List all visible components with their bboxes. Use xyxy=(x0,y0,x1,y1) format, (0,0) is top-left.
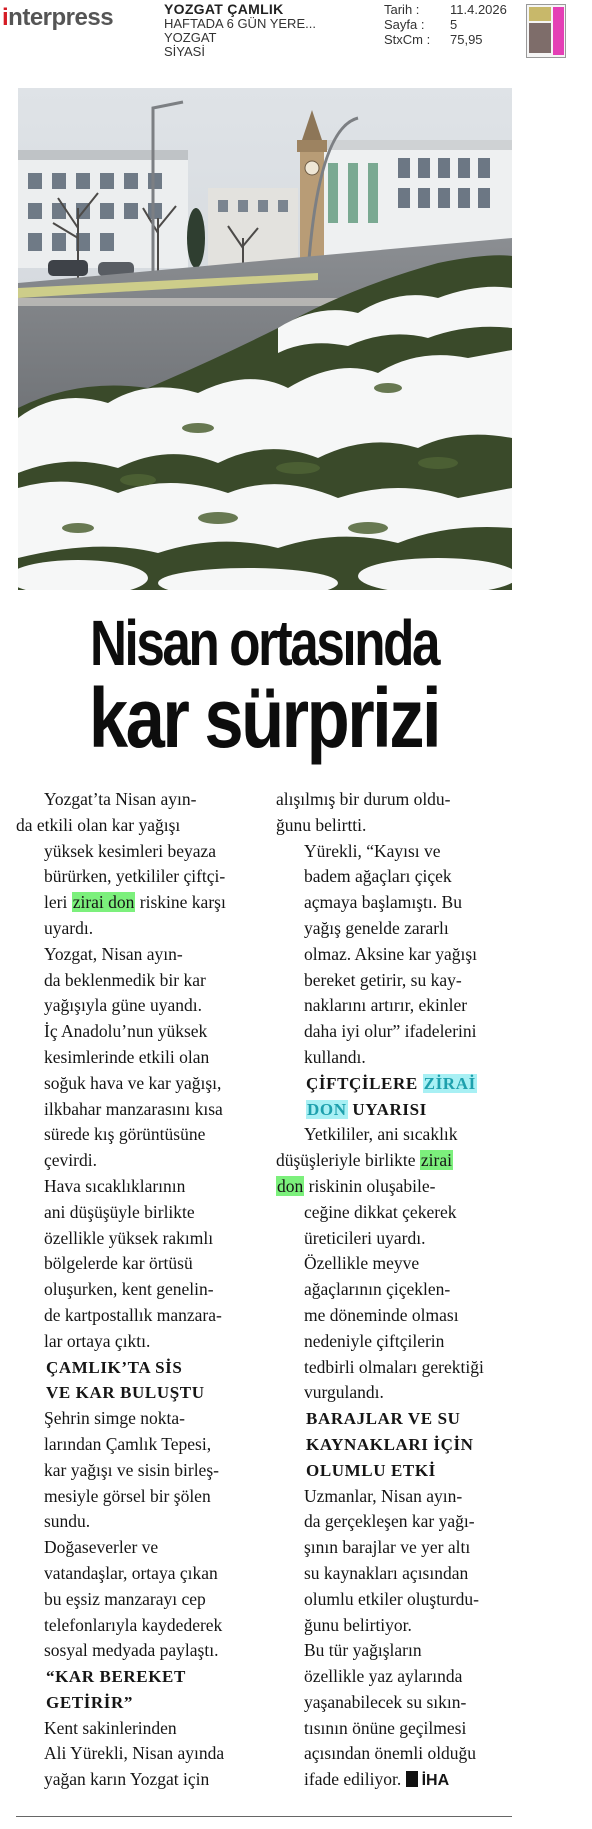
logo-text: nterpress xyxy=(8,4,114,31)
paragraph: Hava sıcaklıklarının ani düşüşüyle birlikte özellikle yüksek rakımlı bölgelerde kar örtüsü oluşurken, kent genelin- de kartpostallık manzara- lar ortaya çıktı. xyxy=(44,1175,222,1351)
subheading: ÇAMLIK’TA SİS VE KAR BULUŞTU xyxy=(46,1357,205,1403)
paragraph: Doğaseverler ve vatandaşlar, ortaya çıkan bu eşsiz manzarayı cep telefonlarıyla kaydederek sosyal medyada paylaştı. xyxy=(44,1537,223,1661)
highlighted-term: DON xyxy=(307,1099,347,1119)
square-bullet-icon xyxy=(406,1771,418,1787)
clipping-header xyxy=(0,0,592,62)
meta-stxcm: StxCm : 75,95 xyxy=(384,32,483,47)
publication-info xyxy=(164,2,316,59)
publication-frequency: HAFTADA 6 GÜN YERE... xyxy=(164,16,316,31)
highlighted-term: ZİRAİ xyxy=(423,1073,476,1093)
highlighted-term: zirai xyxy=(420,1150,452,1171)
headline-line-1: Nisan ortasında xyxy=(89,607,439,679)
bottom-rule xyxy=(16,1816,512,1817)
meta-page: Sayfa : 5 xyxy=(384,17,458,32)
publication-name: YOZGAT ÇAMLIK xyxy=(164,1,284,17)
interpress-logo: interpress xyxy=(2,4,114,31)
paragraph: Uzmanlar, Nisan ayın- da gerçekleşen kar yağı- şının barajlar ve yer altı su kaynakları açısından olumlu etkiler oluşturdu- ğunu belirtiyor. xyxy=(304,1485,479,1635)
snowy-clock-tower-photo-icon xyxy=(18,88,512,590)
paragraph: Özellikle meyve ağaçlarının çiçeklen- me döneminde olması nedeniyle çiftçilerin tedbirli olmaları gerektiği vurgulandı. xyxy=(304,1253,484,1403)
page-thumbnail[interactable] xyxy=(526,4,566,58)
publication-section: SİYASİ xyxy=(164,44,205,59)
highlighted-term: zirai don xyxy=(72,892,135,913)
paragraph: Bu tür yağışların özellikle yaz aylarında yaşanabilecek su sıkın- tısının önüne geçilmesi açısından önemli olduğu ifade ediliyor. İHA xyxy=(304,1640,477,1790)
article-column-left xyxy=(16,787,251,1793)
subheading: “KAR BEREKET GETİRİR” xyxy=(46,1667,186,1712)
clipping-meta xyxy=(384,2,507,47)
paragraph: Yürekli, “Kayısı ve badem ağaçları çiçek açmaya başlamıştı. Bu yağış genelde zararlı olmaz. Aksine kar yağışı bereket getirir, su kay- naklarını artırır, ekinler daha iyi olur” ifadelerini kullandı. xyxy=(304,840,478,1067)
meta-date: Tarih : 11.4.2026 xyxy=(384,2,507,17)
headline-line-2: kar sürprizi xyxy=(88,671,440,765)
publication-city: YOZGAT xyxy=(164,30,217,45)
headline xyxy=(14,607,514,765)
paragraph: alışılmış bir durum oldu- ğunu belirtti. xyxy=(276,789,451,835)
subheading: ÇİFTÇİLERE ZİRAİ DON UYARISI xyxy=(306,1073,476,1119)
news-photo xyxy=(18,88,512,590)
paragraph: Yozgat’ta Nisan ayın- da etkili olan kar yağışı yüksek kesimleri beyaza bürürken, yetkililer çiftçi- leri zirai don riskine karşı uyardı. xyxy=(16,789,226,938)
article-column-right xyxy=(276,787,511,1794)
paragraph: Yetkililer, ani sıcaklık düşüşleriyle birlikte zirai don riskinin oluşabile- ceğine dikkat çekerek üreticileri uyardı. xyxy=(276,1124,458,1248)
paragraph: Şehrin simge nokta- larından Çamlık Tepesi, kar yağışı ve sisin birleş- mesiyle görsel bir şölen sundu. xyxy=(44,1408,219,1532)
highlighted-term: don xyxy=(277,1175,304,1196)
agency-signature: İHA xyxy=(406,1772,450,1789)
subheading: BARAJLAR VE SU KAYNAKLARI İÇİN OLUMLU ETKİ xyxy=(306,1409,474,1480)
paragraph: Kent sakinlerinden Ali Yürekli, Nisan ayında yağan karın Yozgat için xyxy=(44,1717,225,1790)
paragraph: Yozgat, Nisan ayın- da beklenmedik bir kar yağışıyla güne uyandı. İç Anadolu’nun yüksek kesimlerinde etkili olan soğuk hava ve kar yağışı, ilkbahar manzarasını kısa sürede kış görüntüsüne çevirdi. xyxy=(44,943,223,1171)
